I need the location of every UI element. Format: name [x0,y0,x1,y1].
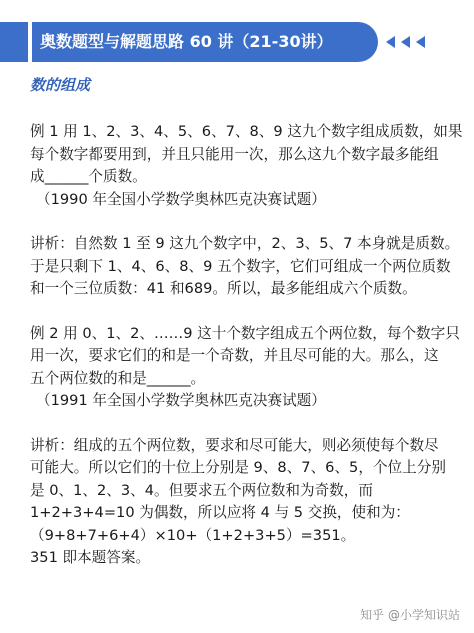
example-1-line: 成______个质数。 [30,168,147,185]
example-1-source: （1990 年全国小学数学奥林匹克决赛试题） [36,190,326,208]
title-banner [0,22,378,62]
analysis-2-line: 1+2+3+4=10 为偶数，所以应将 4 与 5 交换，使和为： [30,504,410,521]
chevron-left-icon [386,36,395,48]
example-2-line: 例 2 用 0、1、2、……9 这十个数字组成五个两位数，每个数字只 [30,324,460,342]
analysis-2-line: 可能大。所以它们的十位上分别是 9、8、7、6、5，个位上分别 [30,459,446,476]
example-2 [30,323,460,413]
chevron-decoration [386,32,425,52]
analysis-1-line: 于是只剩下 1、4、6、8、9 五个数字，它们可组成一个两位质数 [30,257,451,275]
example-1-line: 例 1 用 1、2、3、4、5、6、7、8、9 这九个数字组成质数，如果 [30,123,463,140]
analysis-2-line: 是 0、1、2、3、4。但要求五个两位数和为奇数，而 [30,481,373,499]
chevron-left-icon [401,36,410,48]
example-1-line: 每个数字都要用到，并且只能用一次，那么这九个数字最多能组 [30,145,439,163]
example-2-line: 用一次，要求它们的和是一个奇数，并且尽可能的大。那么，这 [30,347,439,364]
page-title: 奥数题型与解题思路 60 讲（21-30讲） [40,32,333,51]
banner-accent-bar [28,22,32,62]
example-2-line: 五个两位数的和是______。 [30,369,206,387]
example-2-source: （1991 年全国小学数学奥林匹克决赛试题） [36,392,326,409]
analysis-2 [30,435,454,570]
chevron-left-icon [416,36,425,48]
article-body [30,121,463,570]
section-heading: 数的组成 [30,76,91,94]
analysis-1-line: 讲析：自然数 1 至 9 这九个数字中，2、3、5、7 本身就是质数。 [30,235,460,252]
analysis-2-line: （9+8+7+6+4）×10+（1+2+3+5）=351。 [30,526,356,544]
analysis-1 [30,233,460,301]
watermark: 知乎 @小学知识站 [360,608,460,622]
analysis-2-line: 讲析：组成的五个两位数，要求和尽可能大，则必须使每个数尽 [30,436,439,454]
analysis-2-line: 351 即本题答案。 [30,549,151,566]
analysis-1-line: 和一个三位质数：41 和689。所以，最多能组成六个质数。 [30,280,417,297]
example-1 [30,121,463,211]
